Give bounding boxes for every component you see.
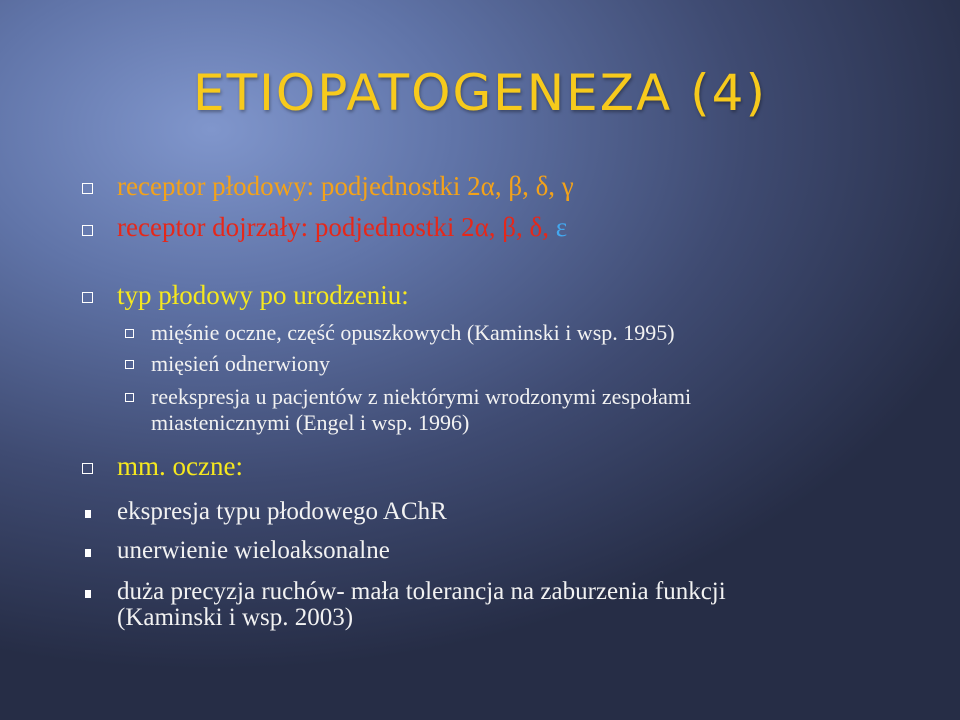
fetal-type-item: reekspresja u pacjentów z niektórymi wrodzonymi zespołami [151,384,692,409]
slide-title: ETIOPATOGENEZA (4) [193,64,767,122]
fetal-type-heading: typ płodowy po urodzeniu: [117,280,409,310]
fetal-type-item: mięsień odnerwiony [151,351,331,376]
filled-bullet-icon [85,549,91,557]
bullet-square-icon [82,183,93,194]
filled-bullet-icon [85,510,91,518]
mature-receptor-line [117,212,567,243]
sub-bullet-square-icon [125,360,134,369]
epsilon-subunit: ε [555,212,568,242]
mature-receptor-label: receptor dojrzały: podjednostki 2α, β, δ, [117,212,556,242]
eye-muscles-item-continuation: (Kaminski i wsp. 2003) [117,604,354,631]
filled-bullet-icon [85,590,91,598]
fetal-type-item: mięśnie oczne, część opuszkowych (Kaminski i wsp. 1995) [151,320,675,345]
eye-muscles-item: ekspresja typu płodowego AChR [117,498,447,525]
eye-muscles-heading: mm. oczne: [117,451,243,481]
bullet-square-icon [82,463,93,474]
eye-muscles-item: duża precyzja ruchów- mała tolerancja na zaburzenia funkcji [117,578,726,605]
bullet-square-icon [82,292,93,303]
eye-muscles-item: unerwienie wieloaksonalne [117,537,390,564]
fetal-type-item-continuation: miastenicznymi (Engel i wsp. 1996) [151,410,470,435]
sub-bullet-square-icon [125,393,134,402]
fetal-receptor-line: receptor płodowy: podjednostki 2α, β, δ, γ [117,171,574,201]
sub-bullet-square-icon [125,329,134,338]
bullet-square-icon [82,225,93,236]
